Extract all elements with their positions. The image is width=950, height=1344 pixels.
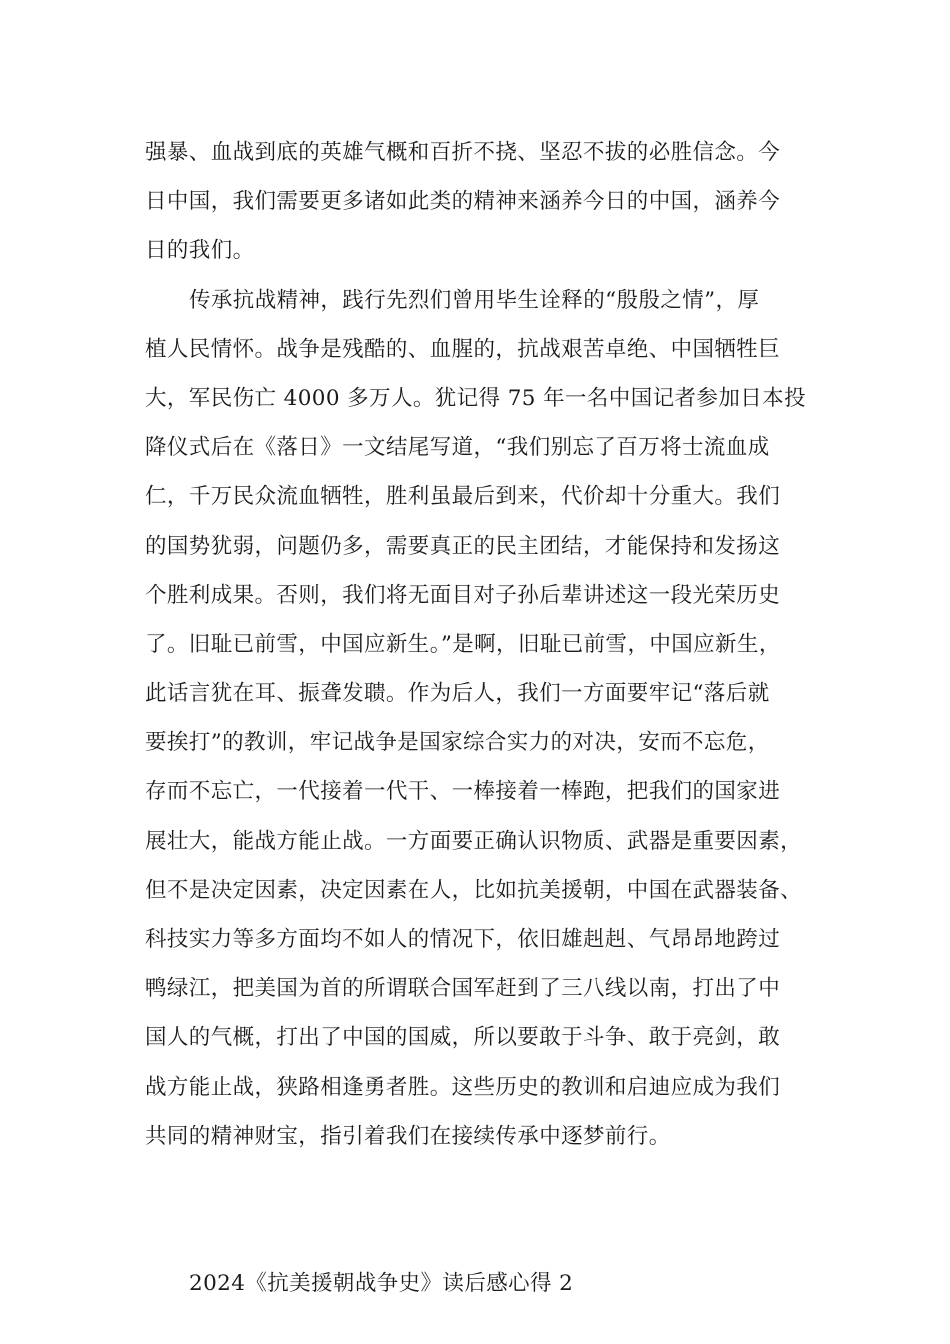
text-line: 仁，千万民众流血牺牲，胜利虽最后到来，代价却十分重大。我们 (145, 484, 781, 510)
text-line: 但不是决定因素，决定因素在人，比如抗美援朝，中国在武器装备、 (145, 877, 803, 903)
text-line: 强暴、血战到底的英雄气概和百折不挠、坚忍不拔的必胜信念。今 (145, 140, 781, 165)
text-line: 战方能止战，狭路相逢勇者胜。这些历史的教训和启迪应成为我们 (145, 1074, 781, 1100)
text-line: 此话言犹在耳、振聋发聩。作为后人，我们一方面要牢记“落后就 (145, 681, 770, 707)
text-line: 了。旧耻已前雪，中国应新生。”是啊，旧耻已前雪，中国应新生， (145, 631, 781, 657)
text-line: 个胜利成果。否则，我们将无面目对子孙后辈讲述这一段光荣历史 (145, 582, 781, 608)
text-line: 降仪式后在《落日》一文结尾写道，“我们别忘了百万将士流血成 (145, 435, 770, 461)
text-line: 日的我们。 (145, 238, 255, 264)
paragraph-1 (145, 128, 835, 276)
section-heading (145, 1259, 835, 1308)
text-line: 传承抗战精神，践行先烈们曾用毕生诠释的“殷殷之情”，厚 (189, 287, 760, 313)
text-line: 植人民情怀。战争是残酷的、血腥的，抗战艰苦卓绝、中国牺牲巨 (145, 336, 781, 362)
paragraph-2 (145, 276, 835, 1260)
text-line: 大，军民伤亡 4000 多万人。犹记得 75 年一名中国记者参加日本投 (145, 385, 806, 411)
text-line: 共同的精神财宝，指引着我们在接续传承中逐梦前行。 (145, 1123, 671, 1149)
text-line (145, 1210, 835, 1259)
text-line: 存而不忘亡，一代接着一代干、一棒接着一棒跑，把我们的国家进 (145, 779, 781, 805)
text-line: 展壮大，能战方能止战。一方面要正确认识物质、武器是重要因素， (145, 828, 803, 854)
document-page (145, 128, 835, 1309)
text-line: 科技实力等多方面均不如人的情况下，依旧雄赳赳、气昂昂地跨过 (145, 927, 781, 952)
text-line: 鸭绿江，把美国为首的所谓联合国军赶到了三八线以南，打出了中 (145, 976, 781, 1002)
text-line: 国人的气概，打出了中国的国威，所以要敢于斗争、敢于亮剑，敢 (145, 1025, 781, 1051)
text-line: 要挨打”的教训，牢记战争是国家综合实力的对决，安而不忘危， (145, 730, 770, 756)
text-line (145, 1161, 835, 1210)
text-line: 的国势犹弱，问题仍多，需要真正的民主团结，才能保持和发扬这 (145, 533, 781, 559)
text-line: 日中国，我们需要更多诸如此类的精神来涵养今日的中国，涵养今 (145, 189, 781, 215)
section-heading-text: 2024《抗美援朝战争史》读后感心得 2 (189, 1271, 574, 1297)
